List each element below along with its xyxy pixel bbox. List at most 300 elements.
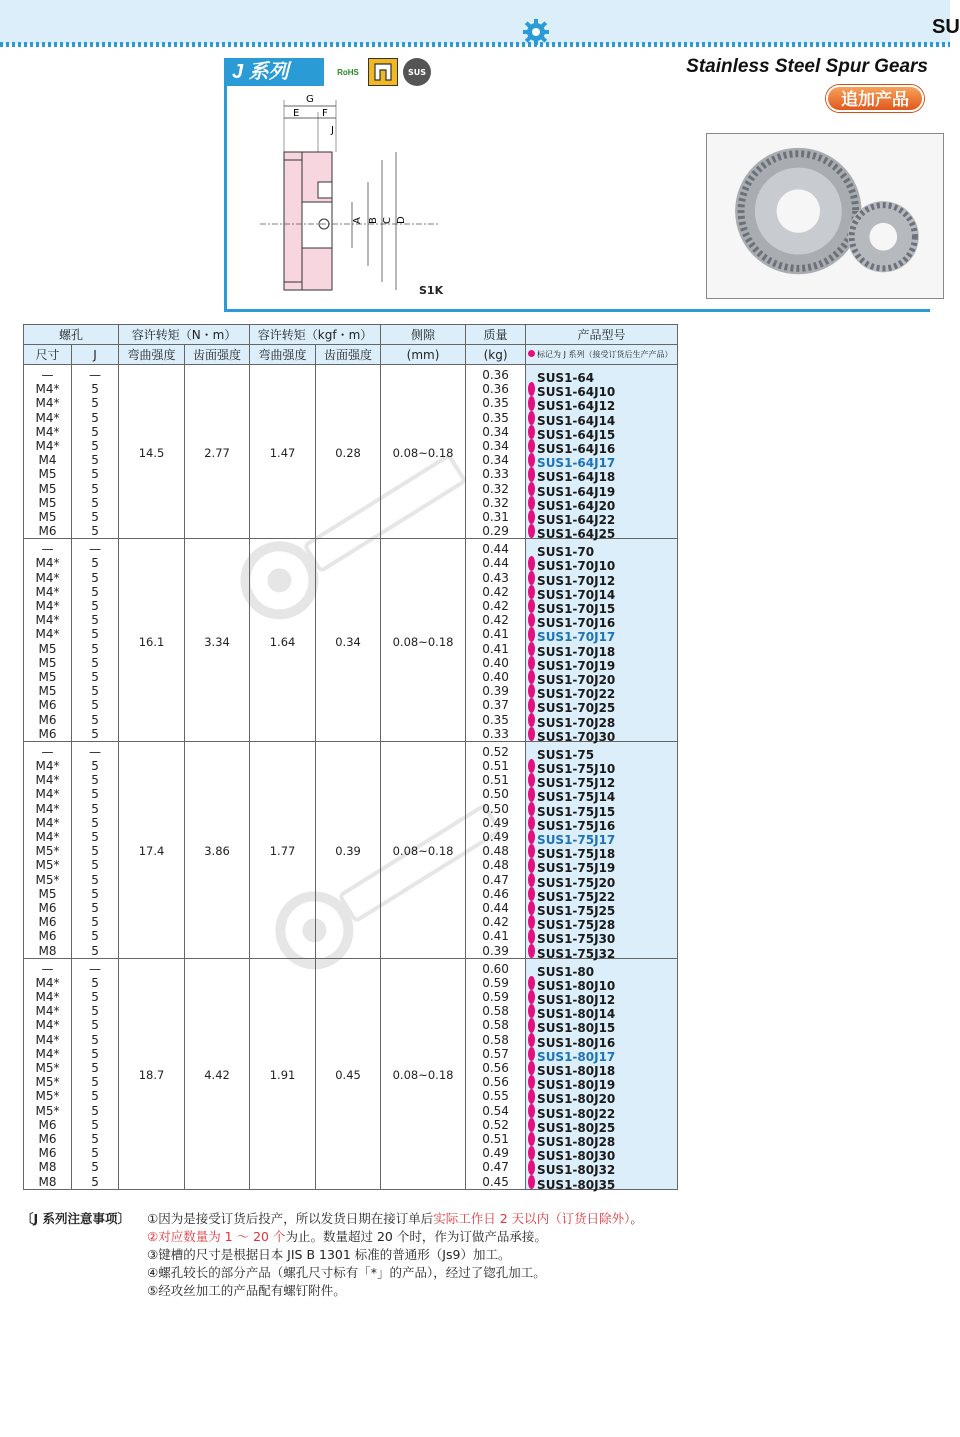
col-mass-unit: (kg)	[466, 345, 526, 365]
col-size: 尺寸	[24, 345, 72, 365]
j-cell-value: 5	[91, 1131, 99, 1146]
mass-cell-value: 0.47	[482, 872, 509, 887]
surface-kgf-cell: 0.34	[316, 539, 381, 742]
model-code: SUS1-75J25	[537, 904, 616, 919]
model-line	[528, 1175, 677, 1192]
col-surface-kgf: 齿面强度	[316, 345, 381, 365]
order-dot-icon	[528, 1047, 535, 1061]
dim-a: A	[352, 217, 363, 224]
order-dot-icon	[528, 524, 535, 538]
model-line	[528, 901, 677, 919]
model-line	[528, 944, 677, 961]
order-dot-icon	[528, 787, 535, 801]
mass-cell-value: 0.36	[482, 368, 509, 382]
bending-nm-cell: 18.7	[119, 958, 185, 1189]
model-line	[528, 887, 677, 904]
order-dot-icon	[528, 816, 535, 830]
j-cell-value: 5	[91, 599, 99, 613]
order-dot-icon	[528, 990, 535, 1004]
model-line	[528, 467, 677, 485]
model-line	[528, 482, 677, 499]
size-cell-value: M5	[38, 467, 57, 482]
j-cell-value: 5	[91, 655, 99, 670]
bending-kgf-cell: 1.91	[250, 958, 316, 1189]
gear-group	[24, 365, 678, 542]
model-line	[528, 802, 677, 819]
model-line	[528, 439, 677, 457]
mass-cell-value: 0.40	[482, 669, 509, 684]
model-code: SUS1-64J22	[537, 513, 616, 528]
bending-nm-cell: 14.5	[119, 365, 185, 539]
mass-cell-value: 0.54	[482, 1103, 509, 1118]
order-dot-icon	[528, 713, 535, 727]
model-line	[528, 929, 677, 947]
dim-e: E	[293, 108, 300, 119]
j-cell-value: 5	[91, 467, 99, 482]
mass-cell-value: 0.46	[482, 886, 509, 901]
spec-table	[23, 324, 678, 1190]
order-dot-icon	[528, 1160, 535, 1174]
model-line	[528, 542, 677, 560]
col-bending-kgf: 弯曲强度	[250, 345, 316, 365]
bending-kgf-cell: 1.64	[250, 539, 316, 742]
mass-cell-value: 0.41	[482, 627, 509, 642]
model-line	[528, 382, 677, 400]
model-code: SUS1-70J25	[537, 701, 616, 716]
model-code: SUS1-80J32	[537, 1163, 616, 1178]
mass-cell-value: 0.44	[482, 900, 509, 915]
mass-cell-value: 0.49	[482, 815, 509, 830]
order-dot-icon	[528, 1089, 535, 1103]
mass-cell-value: 0.51	[482, 759, 509, 774]
size-cell-value: M4*	[35, 1004, 60, 1019]
order-dot-icon	[528, 439, 535, 453]
gear-logo-icon	[522, 18, 550, 46]
model-code: SUS1-64J17	[537, 456, 616, 471]
header-band	[0, 0, 950, 44]
note-4: ④螺孔较长的部分产品（螺孔尺寸标有「*」的产品），经过了锪孔加工。	[147, 1265, 546, 1280]
order-dot-icon	[528, 1004, 535, 1018]
j-cell-value: 5	[91, 438, 99, 453]
surface-nm-cell: 2.77	[185, 365, 250, 539]
j-cell-value: 5	[91, 410, 99, 425]
model-code: SUS1-70J22	[537, 687, 616, 702]
size-cell-value: M4*	[35, 424, 60, 439]
mass-cell-value: 0.49	[482, 1146, 509, 1161]
size-cell-value: M4*	[35, 990, 60, 1005]
gear-group	[24, 539, 678, 742]
model-line	[528, 1104, 677, 1121]
model-line	[528, 816, 677, 833]
note-2: ②对应数量为 1 ～ 20 个为止。数量超过 20 个时，作为订做产品承接。	[147, 1229, 547, 1244]
j-cell-value: 5	[91, 1004, 99, 1019]
size-cell-value: M4*	[35, 975, 60, 990]
j-cell-value: 5	[91, 712, 99, 727]
model-code: SUS1-75J16	[537, 819, 616, 833]
order-dot-icon	[528, 585, 535, 599]
j-cell-value: 5	[91, 929, 99, 944]
model-code: SUS1-64J19	[537, 484, 616, 499]
j-cell-value: 5	[91, 915, 99, 930]
model-code: SUS1-80J30	[537, 1149, 616, 1164]
model-line	[528, 1118, 677, 1135]
model-line	[528, 1146, 677, 1164]
size-cell-value: M5*	[35, 858, 60, 873]
j-cell-value: 5	[91, 1018, 99, 1033]
j-cell-value: 5	[91, 627, 99, 642]
badge-row	[333, 58, 431, 86]
mass-cell-value: 0.41	[482, 641, 509, 656]
order-dot-icon	[528, 698, 535, 712]
mass-cell-value: 0.58	[482, 1004, 509, 1019]
order-dot-icon	[528, 873, 535, 887]
mass-cell-value: 0.39	[482, 943, 509, 958]
j-cell-value: —	[89, 961, 101, 976]
size-cell-value: M6	[38, 915, 57, 930]
order-dot-icon	[528, 802, 535, 816]
size-cell	[24, 741, 72, 958]
notes-list	[147, 1210, 747, 1300]
dim-d: D	[396, 216, 407, 224]
surface-nm-cell: 4.42	[185, 958, 250, 1189]
model-code: SUS1-75J10	[537, 762, 616, 777]
size-cell-value: M4	[38, 453, 57, 468]
backlash-cell: 0.08~0.18	[381, 741, 466, 958]
j-cell-value: 5	[91, 1061, 99, 1075]
model-code: SUS1-75	[537, 748, 595, 763]
j-cell-value: 5	[91, 698, 99, 713]
model-code: SUS1-70J18	[537, 644, 616, 659]
order-dot-icon	[528, 858, 535, 872]
j-cell-value: 5	[91, 1146, 99, 1161]
size-cell-value: M4*	[35, 773, 60, 788]
model-cell	[526, 539, 678, 742]
mass-cell-value: 0.58	[482, 1032, 509, 1047]
surface-kgf-cell: 0.28	[316, 365, 381, 539]
model-line	[528, 599, 677, 617]
order-dot-icon	[528, 915, 535, 929]
model-code: SUS1-80J18	[537, 1064, 616, 1079]
order-dot-icon	[528, 830, 535, 844]
j-cell-value: 5	[91, 815, 99, 830]
j-cell-value: 5	[91, 1103, 99, 1118]
model-line	[528, 1004, 677, 1022]
j-cell-value: 5	[91, 382, 99, 397]
model-line	[528, 642, 677, 659]
model-code: SUS1-64J20	[537, 498, 616, 513]
mass-cell-value: 0.34	[482, 453, 509, 468]
drawing-label: S1K	[419, 284, 444, 297]
series-tag: J 系列	[224, 58, 324, 86]
j-cell-value: 5	[91, 684, 99, 699]
size-cell-value: M8	[38, 1160, 57, 1175]
j-cell-value: 5	[91, 844, 99, 859]
mass-cell-value: 0.35	[482, 410, 509, 425]
mass-cell-value: 0.60	[482, 961, 509, 976]
bending-kgf-cell: 1.77	[250, 741, 316, 958]
order-dot-icon	[528, 901, 535, 915]
order-dot-icon	[528, 670, 535, 684]
model-line	[528, 368, 677, 386]
order-dot-icon	[528, 350, 535, 357]
j-cell-value: 5	[91, 1174, 99, 1189]
model-line	[528, 613, 677, 631]
bending-nm-cell: 17.4	[119, 741, 185, 958]
size-cell-value: —	[41, 368, 54, 382]
j-cell-value: 5	[91, 1075, 99, 1090]
j-cell	[72, 958, 119, 1189]
j-cell-value: 5	[91, 1160, 99, 1175]
model-cell	[526, 958, 678, 1192]
mass-cell-value: 0.34	[482, 424, 509, 439]
col-bending-nm: 弯曲强度	[119, 345, 185, 365]
model-line	[528, 1089, 677, 1107]
col-backlash-unit: (mm)	[381, 345, 466, 365]
mass-cell-value: 0.52	[482, 744, 509, 759]
model-line	[528, 1033, 677, 1050]
size-cell-value: M6	[38, 726, 57, 741]
mass-cell-value: 0.32	[482, 481, 509, 496]
size-cell-value: M4*	[35, 382, 60, 397]
surface-kgf-cell: 0.39	[316, 741, 381, 958]
model-code: SUS1-75J30	[537, 932, 616, 947]
mass-cell-value: 0.42	[482, 599, 509, 613]
j-cell-value: 5	[91, 990, 99, 1005]
col-j: J	[72, 345, 119, 365]
model-code: SUS1-80J22	[537, 1106, 616, 1121]
model-code: SUS1-75J18	[537, 847, 616, 862]
model-line	[528, 627, 677, 645]
mass-cell-value: 0.51	[482, 1131, 509, 1146]
model-line	[528, 524, 677, 542]
j-cell-value: 5	[91, 453, 99, 468]
model-code: SUS1-80J35	[537, 1177, 616, 1192]
j-cell-value: 5	[91, 1117, 99, 1132]
order-dot-icon	[528, 1118, 535, 1132]
model-code: SUS1-80J15	[537, 1021, 616, 1036]
mass-cell-value: 0.56	[482, 1061, 509, 1075]
small-gear-icon	[848, 201, 919, 272]
j-cell-value: 5	[91, 759, 99, 774]
model-line	[528, 787, 677, 805]
model-line	[528, 684, 677, 702]
gear-cross-section-drawing	[240, 90, 440, 300]
model-code: SUS1-70J19	[537, 658, 616, 673]
mass-cell	[466, 539, 526, 742]
model-code: SUS1-64J12	[537, 399, 616, 414]
model-code: SUS1-80J19	[537, 1078, 616, 1093]
large-gear-icon	[735, 148, 861, 274]
mass-cell-value: 0.45	[482, 1174, 509, 1189]
j-cell-value: —	[89, 542, 101, 557]
j-cell-value: 5	[91, 524, 99, 539]
mass-cell-value: 0.42	[482, 584, 509, 599]
model-code: SUS1-80J12	[537, 993, 616, 1008]
size-cell-value: M4*	[35, 599, 60, 613]
model-line	[528, 773, 677, 791]
size-cell-value: —	[41, 961, 54, 976]
size-cell-value: M4*	[35, 1046, 60, 1061]
model-line	[528, 396, 677, 414]
model-code: SUS1-64	[537, 371, 595, 386]
model-code: SUS1-80J28	[537, 1135, 616, 1150]
size-cell-value: M4*	[35, 396, 60, 411]
col-torque-kgf: 容许转矩（kgf・m）	[250, 325, 381, 345]
size-cell-value: M4*	[35, 613, 60, 628]
order-dot-icon	[528, 510, 535, 524]
model-code: SUS1-75J14	[537, 790, 616, 805]
table-row	[24, 958, 678, 1189]
size-cell-value: M5*	[35, 1089, 60, 1104]
size-cell-value: M5*	[35, 1075, 60, 1090]
dim-b: B	[368, 217, 379, 224]
size-cell-value: M5	[38, 495, 57, 510]
model-line	[528, 656, 677, 673]
table-row	[24, 741, 678, 958]
table-row	[24, 539, 678, 742]
j-cell-value: —	[89, 744, 101, 759]
model-code: SUS1-80J20	[537, 1092, 616, 1107]
model-code: SUS1-80J10	[537, 979, 616, 994]
size-cell-value: M6	[38, 900, 57, 915]
model-code: SUS1-64J16	[537, 442, 616, 457]
order-dot-icon	[528, 656, 535, 670]
size-cell-value: M4*	[35, 801, 60, 816]
size-cell-value: M4*	[35, 830, 60, 844]
size-cell-value: M4*	[35, 759, 60, 774]
model-line	[528, 759, 677, 777]
j-cell-value: 5	[91, 726, 99, 741]
size-cell-value: M6	[38, 524, 57, 539]
mass-cell-value: 0.51	[482, 773, 509, 788]
size-cell-value: M4*	[35, 787, 60, 802]
size-cell-value: M4*	[35, 815, 60, 830]
model-code: SUS1-75J32	[537, 946, 616, 961]
surface-kgf-cell: 0.45	[316, 958, 381, 1189]
mass-cell-value: 0.57	[482, 1046, 509, 1061]
order-dot-icon	[528, 1075, 535, 1089]
size-cell-value: M4*	[35, 627, 60, 642]
model-line	[528, 858, 677, 876]
notes-heading: 〔J 系列注意事项〕	[21, 1211, 131, 1226]
model-line	[528, 990, 677, 1008]
model-line	[528, 1018, 677, 1036]
mass-cell-value: 0.42	[482, 613, 509, 628]
j-cell	[72, 741, 119, 958]
rohs-badge-icon: RoHS	[333, 58, 363, 86]
order-dot-icon	[528, 467, 535, 481]
order-dot-icon	[528, 411, 535, 425]
size-cell-value: M6	[38, 712, 57, 727]
model-code: SUS1-64J14	[537, 413, 616, 428]
mass-cell-value: 0.43	[482, 570, 509, 585]
order-dot-icon	[528, 556, 535, 570]
size-cell-value: M4*	[35, 584, 60, 599]
j-cell-value: 5	[91, 886, 99, 901]
note-1: ①因为是接受订货后投产，所以发货日期在接订单后实际工作日 2 天以内（订货日除外）。	[147, 1211, 643, 1226]
size-cell-value: —	[41, 542, 54, 557]
order-dot-icon	[528, 1132, 535, 1146]
product-photo	[706, 133, 944, 299]
mass-cell-value: 0.33	[482, 467, 509, 482]
model-code: SUS1-75J17	[537, 833, 616, 848]
j-cell-value: 5	[91, 570, 99, 585]
model-line	[528, 510, 677, 528]
table-row	[24, 365, 678, 539]
model-code: SUS1-70J10	[537, 559, 616, 574]
j-cell-value: 5	[91, 943, 99, 958]
order-dot-icon	[528, 599, 535, 613]
mass-cell-value: 0.31	[482, 509, 509, 524]
model-code: SUS1-64J10	[537, 385, 616, 400]
order-dot-icon	[528, 1175, 535, 1189]
size-cell-value: M5*	[35, 1103, 60, 1118]
mass-cell-value: 0.33	[482, 726, 509, 741]
order-dot-icon	[528, 887, 535, 901]
model-code: SUS1-80J17	[537, 1050, 616, 1064]
j-cell-value: 5	[91, 858, 99, 873]
size-cell-value: M5*	[35, 844, 60, 859]
model-code: SUS1-64J18	[537, 470, 616, 485]
order-dot-icon	[528, 1146, 535, 1160]
model-code: SUS1-70J20	[537, 673, 616, 688]
model-code: SUS1-75J28	[537, 918, 616, 933]
order-dot-icon	[528, 976, 535, 990]
model-line	[528, 1160, 677, 1178]
size-cell-value: M5*	[35, 1061, 60, 1075]
order-dot-icon	[528, 1061, 535, 1075]
j-cell-value: 5	[91, 975, 99, 990]
mass-cell-value: 0.40	[482, 655, 509, 670]
surface-nm-cell: 3.86	[185, 741, 250, 958]
mass-cell-value: 0.50	[482, 787, 509, 802]
j-cell	[72, 539, 119, 742]
j-cell-value: 5	[91, 900, 99, 915]
mass-cell	[466, 365, 526, 539]
model-line	[528, 1061, 677, 1079]
header-dotted-rule	[0, 42, 950, 47]
backlash-cell: 0.08~0.18	[381, 539, 466, 742]
model-line	[528, 962, 677, 979]
order-dot-icon	[528, 571, 535, 585]
j-cell-value: 5	[91, 830, 99, 844]
model-line	[528, 713, 677, 730]
size-cell-value: M6	[38, 698, 57, 713]
size-cell-value: M6	[38, 1117, 57, 1132]
model-line	[528, 976, 677, 994]
model-line	[528, 844, 677, 862]
model-code: SUS1-64J25	[537, 527, 616, 542]
order-dot-icon	[528, 1104, 535, 1118]
j-cell-value: —	[89, 368, 101, 382]
corner-tag: SU	[932, 16, 960, 38]
size-cell	[24, 958, 72, 1189]
sus-badge-icon: SUS	[403, 58, 431, 86]
mass-cell-value: 0.49	[482, 830, 509, 844]
order-dot-icon	[528, 684, 535, 698]
gear-group	[24, 958, 678, 1192]
keyway-badge-icon	[368, 58, 398, 86]
model-code: SUS1-75J22	[537, 889, 616, 904]
model-line	[528, 873, 677, 890]
size-cell-value: M5	[38, 886, 57, 901]
col-mass: 质量	[466, 325, 526, 345]
note-3: ③键槽的尺寸是根据日本 JIS B 1301 标准的普通形（Js9）加工。	[147, 1247, 511, 1262]
model-line	[528, 556, 677, 574]
col-surface-nm: 齿面强度	[185, 345, 250, 365]
size-cell-value: —	[41, 744, 54, 759]
j-cell-value: 5	[91, 641, 99, 656]
